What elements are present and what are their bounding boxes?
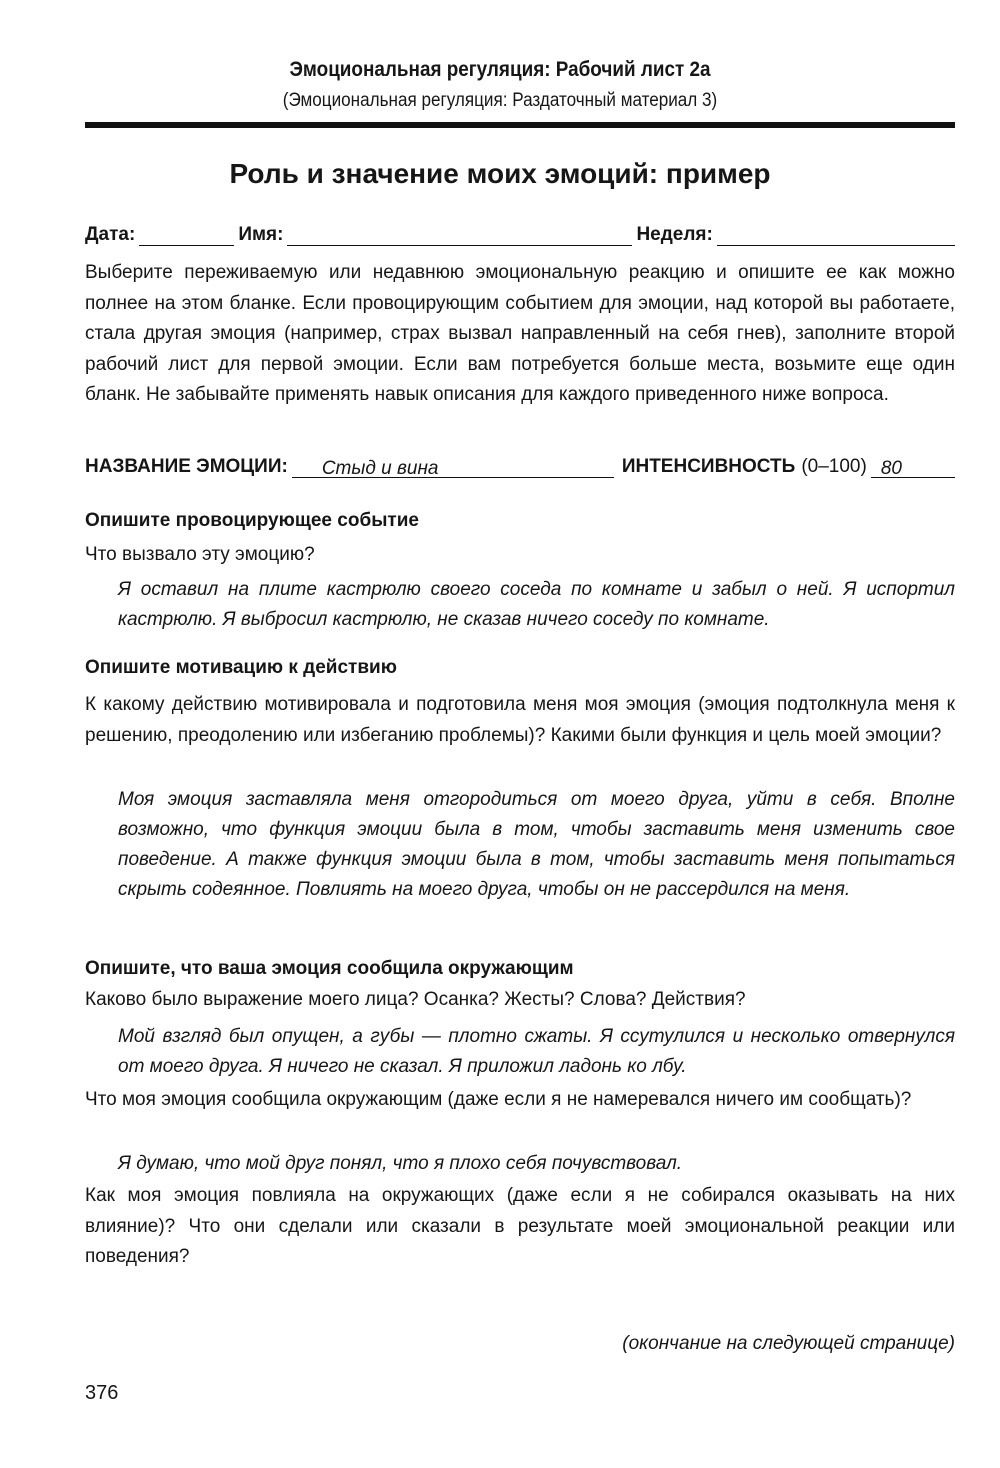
section-question: Каково было выражение моего лица? Осанка? Жесты? Слова? Действия? (85, 989, 746, 1010)
header-divider (85, 122, 955, 128)
section-question: Как моя эмоция повлияла на окружающих (даже если я не собирался оказывать на них влияние)? Что они сделали или сказали в результате моей эмоциональной реакции или поведения? (85, 1185, 955, 1267)
section-heading: Опишите мотивацию к действию (85, 657, 397, 678)
emotion-name-label: НАЗВАНИЕ ЭМОЦИИ: (85, 456, 288, 477)
week-label: Неделя: (636, 224, 713, 245)
week-field[interactable] (717, 225, 955, 246)
page-title: Роль и значение моих эмоций: пример (229, 158, 771, 189)
section-answer: Я оставил на плите кастрюлю своего соседа по комнате и забыл о ней. Я испортил кастрюлю. Я выбросил кастрюлю, не сказав ничего соседу по комнате. (118, 579, 955, 630)
continued-note: (окончание на следующей странице) (622, 1333, 955, 1354)
intensity-label: ИНТЕНСИВНОСТЬ (621, 456, 796, 477)
worksheet-header-title: Эмоциональная регуляция: Рабочий лист 2а (289, 58, 711, 81)
section-heading: Опишите, что ваша эмоция сообщила окружающим (85, 958, 574, 979)
worksheet-header-subtitle: (Эмоциональная регуляция: Раздаточный материал 3) (282, 90, 718, 111)
instructions: Выберите переживаемую или недавнюю эмоциональную реакцию и опишите ее как можно полнее на этом бланке. Если провоцирующим событием для эмоции, над которой вы работаете, стала другая эмоция (например, страх вызвал направленный на себя гнев), заполните второй рабочий лист для первой эмоции. Если вам потребуется больше места, возьмите еще один бланк. Не забывайте применять навык описания для каждого приведенного ниже вопроса. (85, 262, 955, 405)
page-number: 376 (85, 1382, 119, 1404)
section-answer: Я думаю, что мой друг понял, что я плохо себя почувствовал. (118, 1153, 683, 1174)
date-label: Дата: (85, 224, 136, 245)
emotion-row (85, 456, 955, 478)
section-answer: Моя эмоция заставляла меня отгородиться от моего друга, уйти в себя. Вполне возможно, что функция эмоции была в том, чтобы заставить меня изменить свое поведение. А также функция эмоции была в том, чтобы заставить меня попытаться скрыть содеянное. Повлиять на моего друга, чтобы он не рассердился на меня. (118, 789, 955, 900)
emotion-name-field[interactable]: Стыд и вина (292, 458, 614, 478)
section-answer: Мой взгляд был опущен, а губы — плотно сжаты. Я ссутулился и несколько отвернулся от моего друга. Я ничего не сказал. Я приложил ладонь ко лбу. (118, 1026, 955, 1077)
name-field[interactable] (287, 225, 632, 246)
section-heading: Опишите провоцирующее событие (85, 510, 419, 531)
section-question: К какому действию мотивировала и подготовила меня моя эмоция (эмоция подтолкнула меня к решению, преодолению или избеганию проблемы)? Какими были функция и цель моей эмоции? (85, 694, 955, 746)
name-label: Имя: (238, 224, 284, 245)
date-field[interactable] (139, 225, 234, 246)
intensity-range: (0–100) (801, 456, 867, 477)
form-fields (85, 224, 955, 246)
intensity-field[interactable]: 80 (871, 458, 955, 478)
section-question: Что моя эмоция сообщила окружающим (даже если я не намеревался ничего им сообщать)? (85, 1089, 912, 1110)
section-question: Что вызвало эту эмоцию? (85, 544, 315, 565)
